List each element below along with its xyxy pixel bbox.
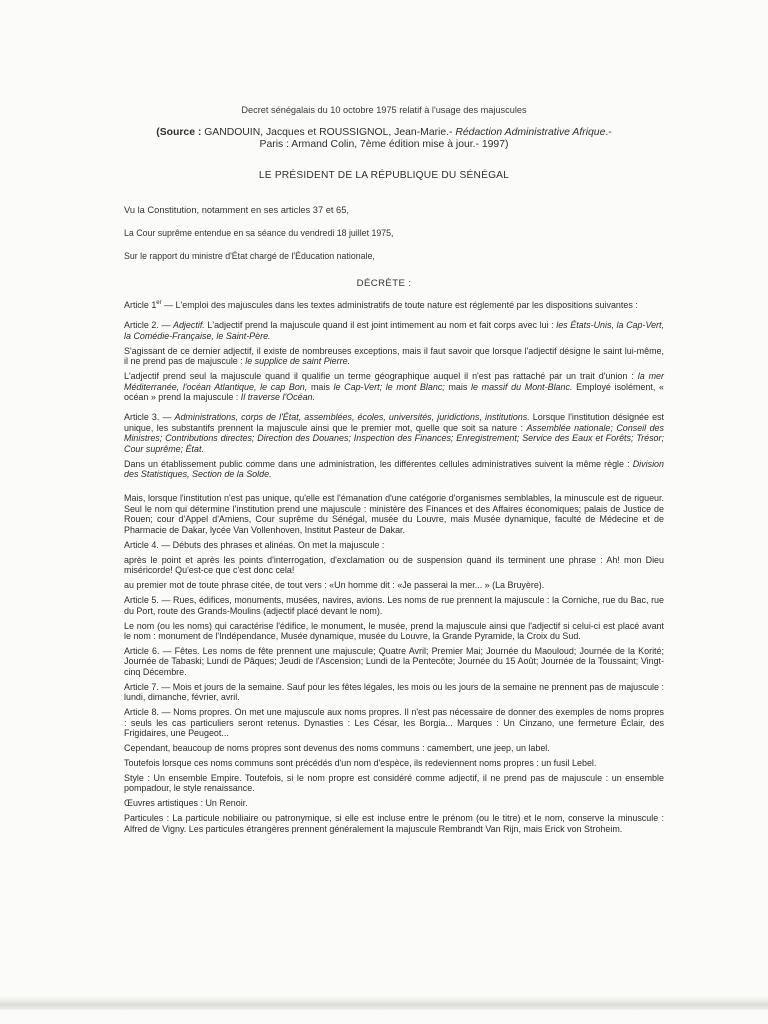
- article-1-lead: Article 1: [124, 300, 157, 310]
- article-3-head: Administrations, corps de l'État, assemblées, écoles, universités, juridictions, institutions.: [174, 412, 530, 423]
- article-5-para-2: Le nom (ou les noms) qui caractérise l'édifice, le monument, le musée, prend la majuscule ainsi que l'adjectif si celui-ci est placé avant le nom : monument de l'Indépendance, Musée dynamique, musée du Louvre, la Grande Pyramide, la Croix du Sud.: [124, 620, 664, 641]
- article-2-lead: Article 2. —: [124, 320, 173, 331]
- scan-edge: [0, 996, 768, 1010]
- article-5: Article 5. — Rues, édifices, monuments, musées, navires, avions. Les noms de rue prennent la majuscule : la Corniche, rue du Bac, rue du Port, route des Grands-Moulins (adjectif placé devant le nom).: [124, 595, 664, 616]
- article-3-para-2: [124, 459, 664, 480]
- article-3-para-2-examples: Division des Statistiques, Section de la Solde.: [124, 458, 664, 480]
- article-3: [124, 412, 664, 454]
- article-2-examples: les États-Unis, la Cap-Vert, la Comédie-Française, le Saint-Père.: [124, 320, 664, 341]
- article-2-para-3-text: L'adjectif prend seul la majuscule quand il qualifie un terme géographique auquel il n'est pas rattaché par un trait d'union :: [124, 371, 638, 382]
- article-2-head: Adjectif.: [173, 320, 205, 331]
- article-6: Article 6. — Fêtes. Les noms de fête prennent une majuscule; Quatre Avril; Premier Mai; Journée du Maouloud; Journée de la Korité; Journée de Tabaski; Lundi de Pâques; Jeudi de l'Ascension; Lundi de la Pentecôte; Journée du 15 Août; Journée de la Toussaint; Vingt-cinq Décembre.: [124, 645, 664, 677]
- article-2-para-3-ex3: le massif du Mont-Blanc.: [471, 381, 573, 392]
- article-1-sup: er: [156, 300, 162, 307]
- article-3-para-2-text: Dans un établissement public comme dans une administration, les différentes cellules administratives suivent la même règle :: [124, 458, 633, 469]
- article-2-para-3-mid2: mais: [444, 381, 471, 392]
- article-8: Article 8. — Noms propres. On met une majuscule aux noms propres. Il n'est pas nécessaire de donner des exemples de noms propres : seuls les cas particuliers seront retenus. Dynasties : Les César, les Borgia... Marques : Un Cinzano, une fermeture Éclair, des Frigidaires, une Peugeot...: [124, 707, 664, 738]
- article-2-para-3-end: Employé isolément, « océan » prend la majuscule :: [124, 381, 664, 403]
- article-8-para-6: Particules : La particule nobiliaire ou patronymique, si elle est incluse entre le prénom (ou le titre) et le nom, conserve la minuscule : Alfred de Vigny. Les particules étrangères prennent généralement la majuscule Rembrandt Van Rijn, mais Erick von Stroheim.: [124, 813, 664, 834]
- article-1-text: — L'emploi des majuscules dans les textes administratifs de toute nature est réglementé par les dispositions suivantes :: [161, 300, 638, 310]
- source-title: Rédaction Administrative Afrique: [455, 127, 606, 138]
- article-8-para-4: Style : Un ensemble Empire. Toutefois, si le nom propre est considéré comme adjectif, il ne prend pas de majuscule : un ensemble pompadour, le style renaissance.: [124, 772, 664, 794]
- article-3-para-3: Mais, lorsque l'institution n'est pas unique, qu'elle est l'émanation d'une catégorie d'organismes semblables, la minuscule est de rigueur. Seul le nom qui détermine l'institution prend une majuscule : ministère des Finances et des Affaires économiques; palais de Justice de Rouen; cour d'Appel d'Amiens, Cour suprême du Sénégal, musée du Louvre, mais Musée dynamique, faculté de Médecine et de Pharmacie de Dakar, lycée Van Vollenhoven, Institut Pasteur de Dakar.: [124, 493, 664, 535]
- source-prefix: (Source :: [156, 127, 205, 138]
- president-heading: LE PRÉSIDENT DE LA RÉPUBLIQUE DU SÉNÉGAL: [258, 170, 510, 181]
- article-2-text: L'adjectif prend la majuscule quand il est joint intimement au nom et fait corps avec lui :: [204, 320, 557, 331]
- article-2-para-3-ex2: le Cap-Vert; le mont Blanc;: [333, 381, 445, 392]
- article-2-para-3-ex4: Il traverse l'Océan.: [240, 392, 315, 403]
- article-7: Article 7. — Mois et jours de la semaine. Sauf pour les fêtes légales, les mois ou les jours de la semaine ne prennent pas de majuscule : lundi, dimanche, février, avril.: [124, 681, 664, 703]
- document-body: [124, 300, 664, 839]
- article-3-text: Lorsque l'institution désignée est unique, les substantifs prennent la majuscule ainsi que le premier mot, quelle que soit sa nature :: [124, 412, 665, 433]
- preamble-constitution: Vu la Constitution, notamment en ses articles 37 et 65,: [124, 205, 349, 215]
- article-8-para-3: Toutefois lorsque ces noms communs sont précédés d'un nom d'espèce, ils redeviennent noms propres : un fusil Lebel.: [124, 757, 597, 768]
- decrete-heading: DÉCRÈTE :: [356, 278, 412, 289]
- article-3-examples: Assemblée nationale; Conseil des Ministres; Contributions directes; Direction des Douanes; Inspection des Finances; Enregistrement; Service des Eaux et Forêts; Trésor; Cour suprême; État.: [124, 422, 664, 454]
- article-2-para-2: [124, 346, 664, 367]
- article-2-para-2-text: S'agissant de ce dernier adjectif, il existe de nombreuses exceptions, mais il faut savoir que lorsque l'adjectif désigne le saint lui-même, il ne prend pas de majuscule :: [124, 345, 664, 367]
- source-citation: [0, 127, 768, 151]
- source-after-title: .-: [605, 127, 612, 138]
- article-2-para-3-ex1: la mer Méditerranée, l'océan Atlantique, le cap Bon,: [124, 371, 664, 392]
- document-title: Decret sénégalais du 10 octobre 1975 relatif à l'usage des majuscules: [241, 105, 527, 115]
- article-1: [124, 300, 664, 310]
- article-4-para-1: après le point et après les points d'interrogation, d'exclamation ou de suspension quand ils terminent une phrase : Ah! mon Dieu miséricorde! Qu'est-ce que c'est donc cela!: [124, 554, 664, 576]
- article-2: [124, 320, 664, 341]
- source-authors: GANDOUIN, Jacques et ROUSSIGNOL, Jean-Marie.-: [204, 127, 456, 138]
- article-3-lead: Article 3. —: [124, 412, 175, 423]
- article-2-para-2-example: le supplice de saint Pierre.: [245, 356, 351, 367]
- article-2-para-3-mid: mais: [307, 381, 334, 392]
- preamble-rapport: Sur le rapport du ministre d'État chargé de l'Éducation nationale,: [124, 251, 375, 261]
- article-4-para-2: au premier mot de toute phrase citée, de tout vers : «Un homme dit : «Je passerai la mer... » (La Bruyère).: [124, 580, 545, 591]
- article-2-para-3: [124, 371, 664, 402]
- article-8-para-2: Cependant, beaucoup de noms propres sont devenus des noms communs : camembert, une jeep, un label.: [124, 742, 550, 753]
- source-publisher: Paris : Armand Colin, 7ème édition mise à jour.- 1997): [259, 139, 509, 150]
- preamble-cour: La Cour suprême entendue en sa séance du vendredi 18 juillet 1975,: [124, 228, 394, 238]
- article-8-para-5: Œuvres artistiques : Un Renoir.: [124, 798, 248, 809]
- article-4: Article 4. — Débuts des phrases et alinéas. On met la majuscule :: [124, 539, 385, 550]
